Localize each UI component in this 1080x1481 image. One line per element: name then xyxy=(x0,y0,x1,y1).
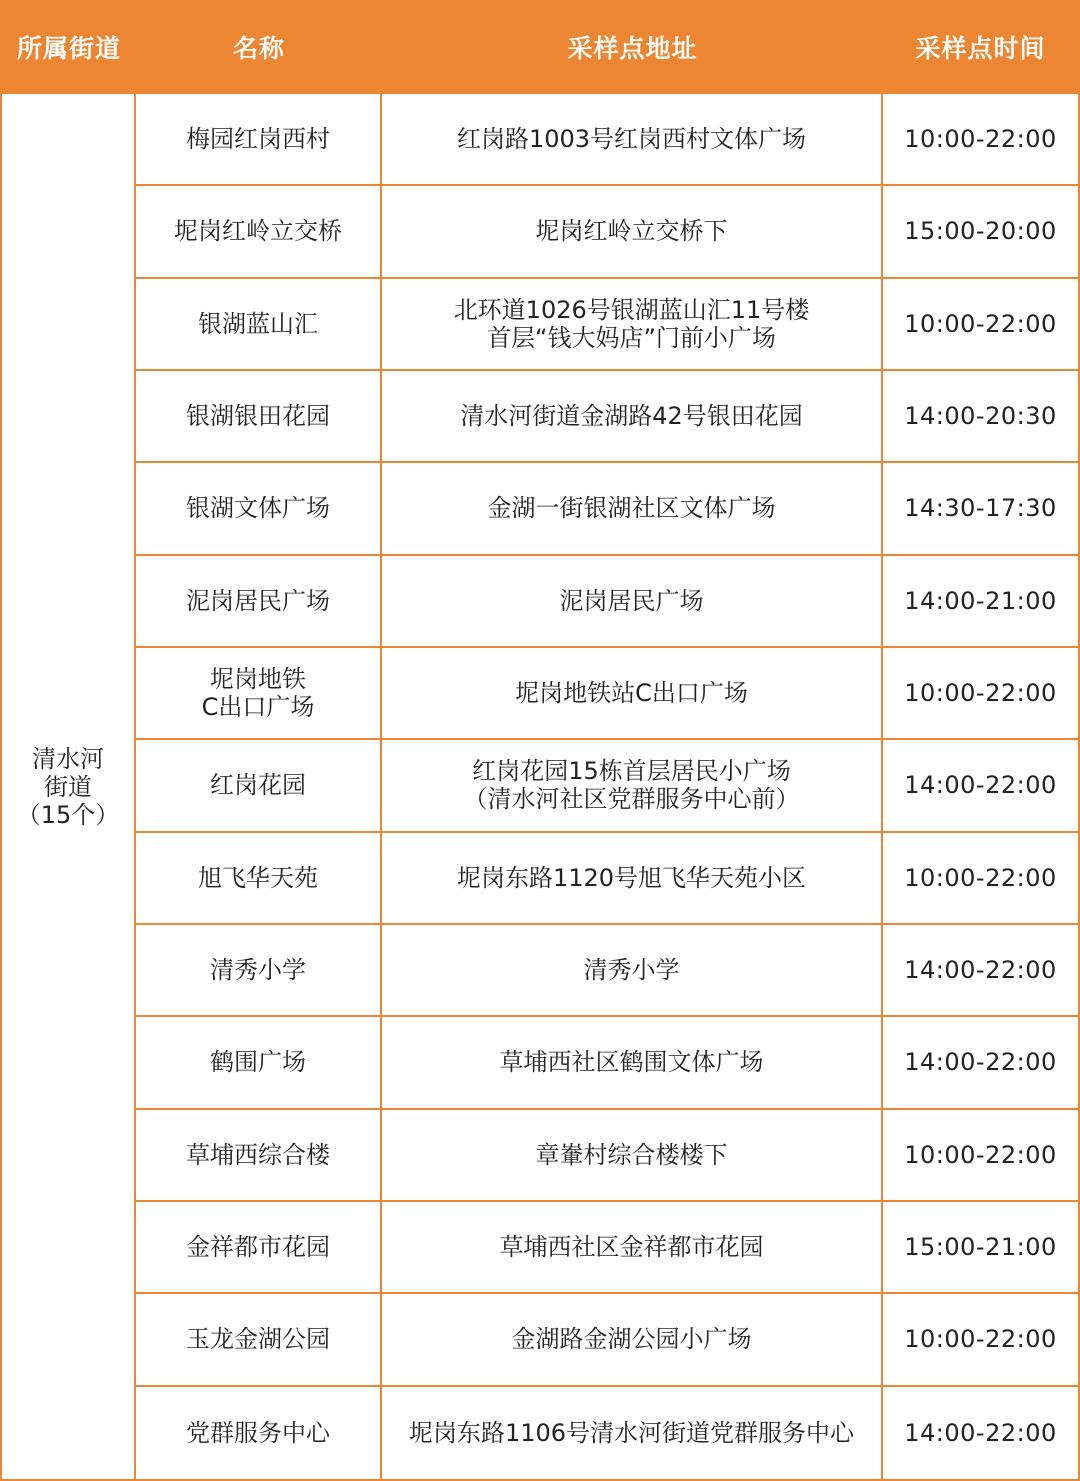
site-name: 坭岗红岭立交桥 xyxy=(136,186,382,276)
table-row xyxy=(136,1110,1078,1202)
site-name: 党群服务中心 xyxy=(136,1387,382,1479)
site-time: 10:00-22:00 xyxy=(904,679,1057,708)
table-row xyxy=(136,740,1078,832)
site-address: 红岗路1003号红岗西村文体广场 xyxy=(382,94,883,184)
header-time: 采样点时间 xyxy=(915,34,1046,63)
site-name: 银湖文体广场 xyxy=(136,463,382,553)
site-time: 14:00-21:00 xyxy=(904,586,1057,615)
table-row xyxy=(136,1294,1078,1386)
site-time: 14:30-17:30 xyxy=(904,494,1057,523)
header-name: 名称 xyxy=(232,34,285,63)
header-address: 采样点地址 xyxy=(567,34,698,63)
table-rows xyxy=(136,94,1078,1479)
site-address: 草埔西社区金祥都市花园 xyxy=(382,1202,883,1292)
site-address: 北环道1026号银湖蓝山汇11号楼 首层“钱大妈店”门前小广场 xyxy=(382,279,883,369)
site-name: 银湖银田花园 xyxy=(136,371,382,461)
site-address: 清水河街道金湖路42号银田花园 xyxy=(382,371,883,461)
site-address: 章輋村综合楼楼下 xyxy=(382,1110,883,1200)
table-row xyxy=(136,371,1078,463)
site-name: 泥岗居民广场 xyxy=(136,556,382,646)
site-address: 泥岗居民广场 xyxy=(382,556,883,646)
site-address: 红岗花园15栋首层居民小广场 （清水河社区党群服务中心前） xyxy=(382,740,883,830)
site-name: 红岗花园 xyxy=(136,740,382,830)
site-time: 10:00-22:00 xyxy=(904,125,1057,154)
table-row xyxy=(136,1202,1078,1294)
site-time: 10:00-22:00 xyxy=(904,1140,1057,1169)
district-cell: 清水河 街道 （15个） xyxy=(2,94,136,1479)
site-time: 10:00-22:00 xyxy=(904,309,1057,338)
site-address: 草埔西社区鹤围文体广场 xyxy=(382,1017,883,1107)
table-row xyxy=(136,556,1078,648)
site-time: 15:00-20:00 xyxy=(904,217,1057,246)
site-address: 金湖一街银湖社区文体广场 xyxy=(382,463,883,553)
site-name: 金祥都市花园 xyxy=(136,1202,382,1292)
site-name: 草埔西综合楼 xyxy=(136,1110,382,1200)
site-time: 14:00-22:00 xyxy=(904,1048,1057,1077)
table-header xyxy=(2,0,1078,94)
site-name: 清秀小学 xyxy=(136,925,382,1015)
site-address: 清秀小学 xyxy=(382,925,883,1015)
table-row xyxy=(136,1017,1078,1109)
table-row xyxy=(136,463,1078,555)
site-address: 坭岗红岭立交桥下 xyxy=(382,186,883,276)
site-time: 10:00-22:00 xyxy=(904,863,1057,892)
site-name: 旭飞华天苑 xyxy=(136,833,382,923)
table-row xyxy=(136,186,1078,278)
table-row xyxy=(136,925,1078,1017)
table-row xyxy=(136,833,1078,925)
site-time: 10:00-22:00 xyxy=(904,1325,1057,1354)
site-address: 金湖路金湖公园小广场 xyxy=(382,1294,883,1384)
site-time: 15:00-21:00 xyxy=(904,1233,1057,1262)
site-time: 14:00-22:00 xyxy=(904,771,1057,800)
table-row xyxy=(136,94,1078,186)
table-row xyxy=(136,1387,1078,1479)
table-row xyxy=(136,279,1078,371)
site-name: 玉龙金湖公园 xyxy=(136,1294,382,1384)
site-name: 坭岗地铁 C出口广场 xyxy=(136,648,382,738)
site-time: 14:00-22:00 xyxy=(904,956,1057,985)
site-name: 鹤围广场 xyxy=(136,1017,382,1107)
site-address: 坭岗东路1120号旭飞华天苑小区 xyxy=(382,833,883,923)
site-time: 14:00-20:30 xyxy=(904,402,1057,431)
site-address: 坭岗东路1106号清水河街道党群服务中心 xyxy=(382,1387,883,1479)
site-name: 梅园红岗西村 xyxy=(136,94,382,184)
site-name: 银湖蓝山汇 xyxy=(136,279,382,369)
header-district: 所属街道 xyxy=(16,34,121,63)
site-address: 坭岗地铁站C出口广场 xyxy=(382,648,883,738)
table-row xyxy=(136,648,1078,740)
site-time: 14:00-22:00 xyxy=(904,1418,1057,1447)
table-body xyxy=(2,94,1078,1479)
